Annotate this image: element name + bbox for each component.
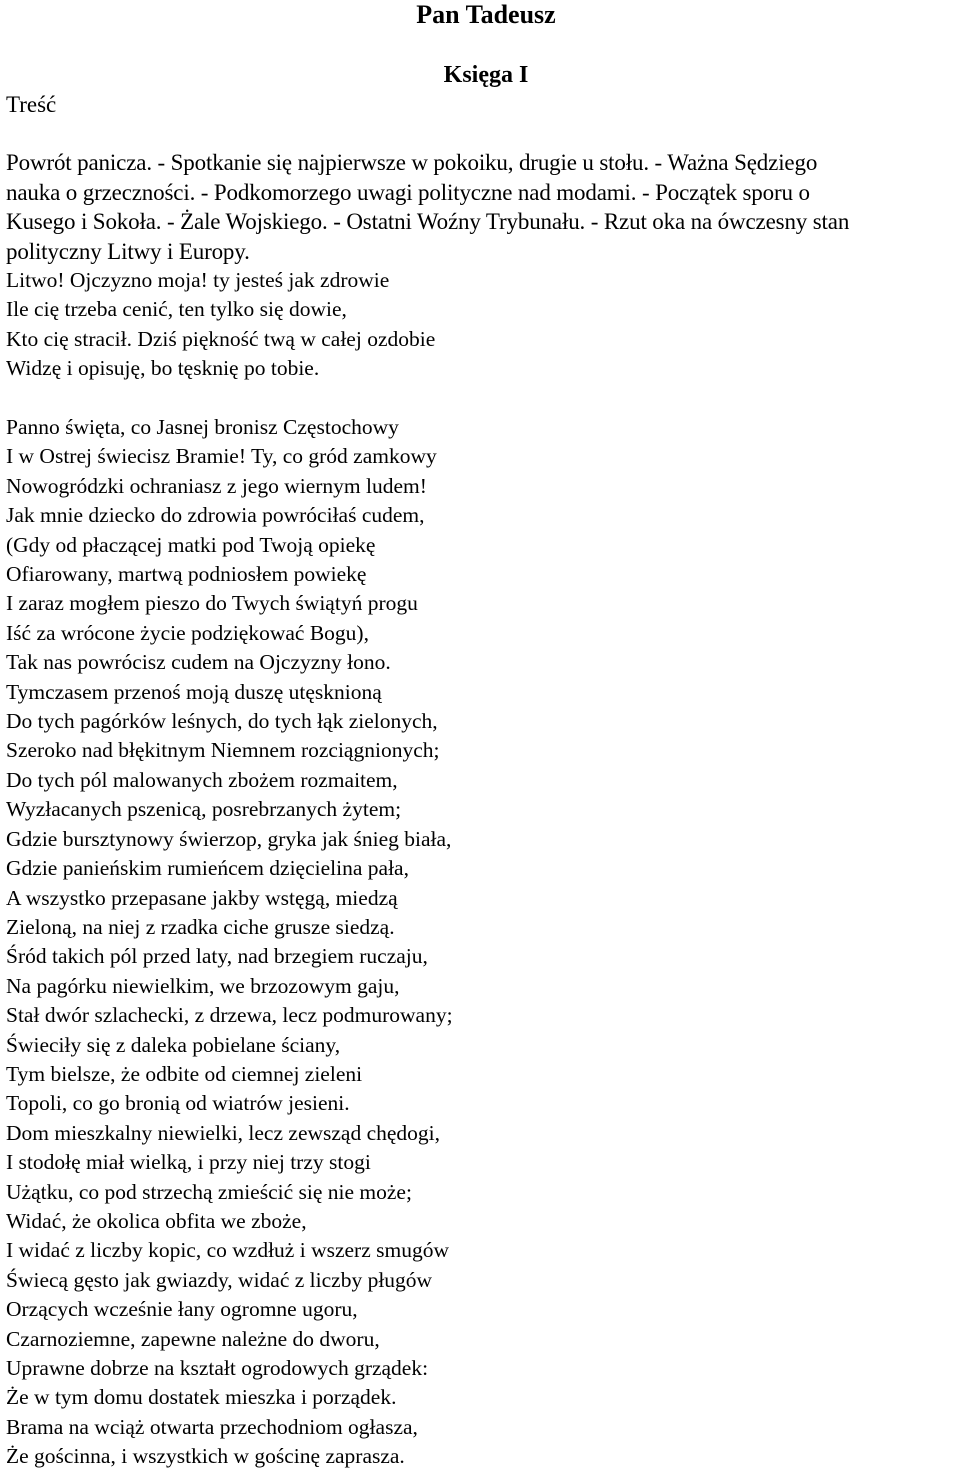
verse-line: I w Ostrej świecisz Bramie! Ty, co gród zamkowy bbox=[6, 444, 437, 469]
verse-line: Brama na wciąż otwarta przechodniom ogłasza, bbox=[6, 1414, 418, 1439]
verse-line: A wszystko przepasane jakby wstęgą, miedzą bbox=[6, 885, 398, 910]
verse-line: Że gościnna, i wszystkich w gościnę zaprasza. bbox=[6, 1444, 405, 1469]
verse-line: Litwo! Ojczyzno moja! ty jesteś jak zdrowie bbox=[6, 268, 390, 292]
poem-body bbox=[6, 266, 960, 1472]
summary-line: Kusego i Sokoła. - Żale Wojskiego. - Ostatni Woźny Trybunału. - Rzut oka na ówczesny stan bbox=[6, 209, 850, 234]
verse-line: Świeciły się z daleka pobielane ściany, bbox=[6, 1032, 341, 1057]
book-summary bbox=[6, 148, 960, 266]
verse-line: Uprawne dobrze na kształt ogrodowych grządek: bbox=[6, 1356, 429, 1381]
stanza-2 bbox=[6, 413, 960, 1472]
verse-line: Jak mnie dziecko do zdrowia powróciłaś cudem, bbox=[6, 503, 425, 528]
verse-line: Widać, że okolica obfita we zboże, bbox=[6, 1208, 307, 1233]
contents-label: Treść bbox=[6, 92, 57, 117]
stanza-break bbox=[6, 384, 960, 413]
summary-line: Powrót panicza. - Spotkanie się najpierwsze w pokoiku, drugie u stołu. - Ważna Sędziego bbox=[6, 150, 818, 175]
verse-line: Dom mieszkalny niewielki, lecz zewsząd chędogi, bbox=[6, 1120, 441, 1145]
verse-line: I zaraz mogłem pieszo do Twych świątyń progu bbox=[6, 591, 418, 616]
summary-line: polityczny Litwy i Europy. bbox=[6, 238, 250, 264]
verse-line: Na pagórku niewielkim, we brzozowym gaju, bbox=[6, 973, 400, 998]
verse-line: Czarnoziemne, zapewne należne do dworu, bbox=[6, 1326, 380, 1351]
verse-line: Topoli, co go bronią od wiatrów jesieni. bbox=[6, 1091, 350, 1116]
verse-line: Wyzłacanych pszenicą, posrebrzanych żytem; bbox=[6, 797, 402, 822]
book-heading: Księga I bbox=[443, 62, 529, 88]
document-title: Pan Tadeusz bbox=[416, 0, 556, 29]
verse-line: Iść za wrócone życie podziękować Bogu), bbox=[6, 620, 369, 645]
verse-line: Tak nas powrócisz cudem na Ojczyzny łono. bbox=[6, 650, 391, 675]
verse-line: I widać z liczby kopic, co wzdłuż i wszerz smugów bbox=[6, 1238, 449, 1263]
verse-line: Użątku, co pod strzechą zmieścić się nie może; bbox=[6, 1179, 412, 1204]
verse-line: Gdzie panieńskim rumieńcem dzięcielina pała, bbox=[6, 856, 409, 881]
verse-line: Świecą gęsto jak gwiazdy, widać z liczby pługów bbox=[6, 1267, 433, 1292]
verse-line: Do tych pagórków leśnych, do tych łąk zielonych, bbox=[6, 709, 438, 734]
verse-line: Kto cię stracił. Dziś piękność twą w całej ozdobie bbox=[6, 326, 436, 351]
verse-line: Orzących wcześnie łany ogromne ugoru, bbox=[6, 1297, 358, 1322]
verse-line: Szeroko nad błękitnym Niemnem rozciągnionych; bbox=[6, 738, 440, 763]
verse-line: Zieloną, na niej z rzadka ciche grusze siedzą. bbox=[6, 914, 395, 939]
verse-line: Że w tym domu dostatek mieszka i porządek. bbox=[6, 1385, 397, 1410]
verse-line: I stodołę miał wielką, i przy niej trzy stogi bbox=[6, 1150, 371, 1175]
verse-line: Ile cię trzeba cenić, ten tylko się dowie, bbox=[6, 297, 347, 322]
verse-line: Śród takich pól przed laty, nad brzegiem ruczaju, bbox=[6, 944, 428, 969]
verse-line: Nowogródzki ochraniasz z jego wiernym ludem! bbox=[6, 473, 427, 498]
verse-line: Gdzie bursztynowy świerzop, gryka jak śnieg biała, bbox=[6, 826, 452, 851]
verse-line: Tym bielsze, że odbite od ciemnej zieleni bbox=[6, 1061, 363, 1086]
summary-line: nauka o grzeczności. - Podkomorzego uwagi polityczne nad modami. - Początek sporu o bbox=[6, 179, 810, 205]
verse-line: Tymczasem przenoś moją duszę utęsknioną bbox=[6, 679, 382, 704]
verse-line: (Gdy od płaczącej matki pod Twoją opiekę bbox=[6, 532, 376, 557]
verse-line: Panno święta, co Jasnej bronisz Częstochowy bbox=[6, 415, 399, 440]
verse-line: Widzę i opisuję, bo tęsknię po tobie. bbox=[6, 356, 320, 381]
verse-line: Do tych pól malowanych zbożem rozmaitem, bbox=[6, 767, 398, 792]
stanza-1 bbox=[6, 266, 960, 384]
verse-line: Ofiarowany, martwą podniosłem powiekę bbox=[6, 562, 367, 587]
verse-line: Stał dwór szlachecki, z drzewa, lecz podmurowany; bbox=[6, 1003, 453, 1028]
